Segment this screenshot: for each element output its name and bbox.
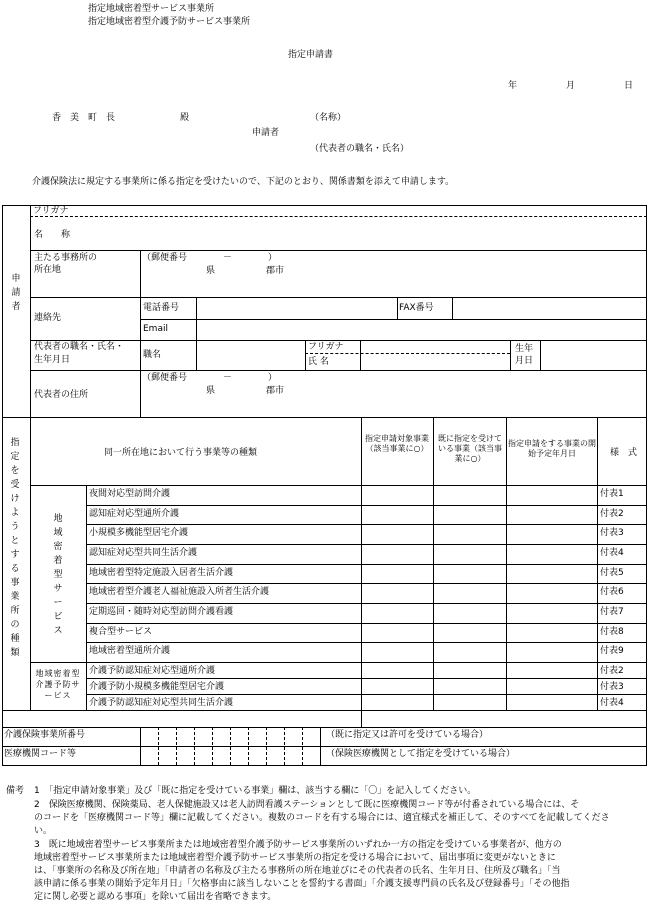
note-2-line1: 2 保険医療機関、保険薬局、老人保健施設又は老人訪問看護ステーションとして既に医療機関コード等が付番されている場合には、そ — [34, 800, 580, 810]
code-box-divider — [248, 727, 249, 765]
service-row-form: 付表6 — [600, 587, 624, 598]
date-day: 日 — [624, 81, 634, 91]
note-1: 1 「指定申請対象事業」及び「既に指定を受けている事業」欄は、該当する欄に「〇」を記入してください。 — [34, 786, 477, 796]
rep-title-label-2: 生年月日 — [34, 355, 71, 365]
service-row-name: 認知症対応型共同生活介護 — [89, 548, 198, 558]
job-title-label: 職名 — [143, 350, 162, 360]
services-header-col1: 指定申請対象事業（該当事業に○） — [365, 434, 429, 453]
service-row-name: 地域密着型特定施設入居者生活介護 — [89, 567, 234, 578]
service-row-form: 付表4 — [600, 548, 624, 558]
service-row-name: 夜間対応型訪問介護 — [89, 489, 171, 499]
code-box-divider — [302, 727, 303, 765]
service-row-form: 付表7 — [600, 607, 624, 617]
prefecture-label-2: 県 — [206, 386, 216, 396]
corp-name-label: 名 称 — [34, 230, 71, 240]
code-box-divider — [266, 727, 267, 765]
birth-label-1: 生年 — [515, 344, 534, 354]
email-label: Email — [143, 324, 168, 334]
birth-label-2: 月日 — [515, 356, 534, 366]
phone-label: 電話番号 — [143, 303, 180, 313]
applicant-name-label: （名称） — [310, 113, 347, 123]
applicant-side-label: 申請者 — [11, 274, 21, 312]
note-2-line3: い。 — [34, 826, 53, 836]
office-location-label-2: 所在地 — [34, 265, 62, 275]
service-row-name: 小規模多機能型居宅介護 — [89, 528, 189, 539]
fax-label: FAX番号 — [399, 303, 434, 313]
group1-label: 地域密着型サービス — [53, 514, 63, 636]
service-row-form: 付表3 — [600, 528, 624, 539]
postal-code-label: （郵便番号 － ） — [142, 253, 278, 263]
code-box-divider — [230, 727, 231, 765]
service-row-name: 定期巡回・随時対応型訪問介護看護 — [89, 607, 234, 617]
date-year: 年 — [508, 81, 518, 91]
service-row-name: 地域密着型介護老人福祉施設入所者生活介護 — [89, 587, 270, 598]
service-row-form: 付表5 — [600, 567, 624, 578]
service-row-name: 地域密着型通所介護 — [89, 646, 171, 657]
page-title: 指定申請書 — [288, 50, 334, 60]
note-3-line2: 地域密着型サービス事業所または地域密着型介護予防サービス事業所の指定を受ける場合において、届出事項に変更がないときに — [34, 853, 556, 863]
services-header-col4: 様 式 — [610, 448, 638, 458]
code-box-divider — [176, 727, 177, 765]
medical-code-label: 医療機関コード等 — [4, 749, 77, 759]
insurance-no-label: 介護保険事業所番号 — [4, 730, 86, 740]
service-row-form: 付表4 — [600, 698, 624, 708]
insurance-no-note: （既に指定又は許可を受けている場合） — [326, 730, 489, 740]
intro-text: 介護保険法に規定する事業所に係る指定を受けたいので、下記のとおり、関係書類を添えて申請します。 — [32, 177, 455, 187]
office-location-label-1: 主たる事務所の — [34, 253, 98, 263]
postal-code-label-2: （郵便番号 － ） — [142, 373, 278, 383]
code-box-divider — [212, 727, 213, 765]
medical-code-note: （保険医療機関として指定を受けている場合） — [326, 749, 516, 759]
services-header-col2: 既に指定を受けている事業（該当事業に○） — [438, 434, 502, 463]
contact-label: 連絡先 — [34, 313, 62, 323]
honorific: 殿 — [180, 113, 190, 123]
header-line1: 指定地域密着型サービス事業所 — [88, 4, 215, 14]
service-row-form: 付表3 — [600, 682, 624, 692]
furigana-label: フリガナ — [33, 206, 69, 216]
services-header-main: 同一所在地において行う事業等の種類 — [104, 448, 258, 458]
services-side-label: 指定を受けようとする事業所の種類 — [10, 438, 20, 658]
code-box-divider — [158, 727, 159, 765]
rep-title-label-1: 代表者の職名・氏名・ — [34, 342, 125, 352]
notes-label: 備考 — [6, 786, 25, 796]
applicant-label: 申請者 — [252, 128, 280, 138]
note-3-line5: 定に関し必要と認める事項」を除いて届出を省略できます。 — [34, 892, 277, 902]
city-label-2: 郡市 — [266, 386, 285, 396]
prefecture-label: 県 — [206, 266, 216, 276]
header-line2: 指定地域密着型介護予防サービス事業所 — [88, 17, 251, 27]
rep-furigana-label: フリガナ — [308, 342, 344, 352]
service-row-name: 介護予防小規模多機能型居宅介護 — [89, 682, 225, 692]
representative-label: （代表者の職名・氏名） — [310, 144, 410, 154]
service-row-form: 付表2 — [600, 508, 624, 519]
services-header-col3: 指定申請をする事業の開始予定年月日 — [508, 439, 596, 458]
service-row-form: 付表8 — [600, 626, 624, 637]
service-row-form: 付表1 — [600, 489, 624, 499]
service-row-form: 付表2 — [600, 666, 624, 676]
code-box-divider — [284, 727, 285, 765]
code-box-divider — [194, 727, 195, 765]
service-row-form: 付表9 — [600, 646, 624, 657]
service-row-name: 複合型サービス — [89, 626, 153, 637]
rep-name-label: 氏 名 — [308, 357, 329, 367]
note-2-line2: のコードを「医療機関コード等」欄に記載してください。複数のコードを有する場合には、適宜様式を補正して、そのすべてを記載してくださ — [34, 813, 610, 823]
date-month: 月 — [566, 81, 576, 91]
service-row-name: 認知症対応型通所介護 — [89, 508, 180, 519]
addressee: 香 美 町 長 — [52, 113, 116, 123]
city-label: 郡市 — [266, 266, 285, 276]
note-3-line4: 該申請に係る事業の開始予定年月日」「欠格事由に該当しないことを誓約する書面」「介護支援専門員の氏名及び登録番号」「その他指 — [34, 879, 570, 889]
note-3-line1: 3 既に地域密着型サービス事業所または地域密着型介護予防サービス事業所のいずれか一方の指定を受けている事業者が、他方の — [34, 840, 562, 850]
service-row-name: 介護予防認知症対応型共同生活介護 — [89, 698, 234, 708]
group2-label: 地域密着型介護予防サービス — [35, 669, 81, 700]
rep-address-label: 代表者の住所 — [34, 390, 89, 400]
service-row-name: 介護予防認知症対応型通所介護 — [89, 666, 216, 676]
note-3-line3: は、「事業所の名称及び所在地」「申請者の名称及び主たる事務所の所在地並びにその代表者の氏名、生年月日、住所及び職名」「当 — [34, 866, 561, 876]
